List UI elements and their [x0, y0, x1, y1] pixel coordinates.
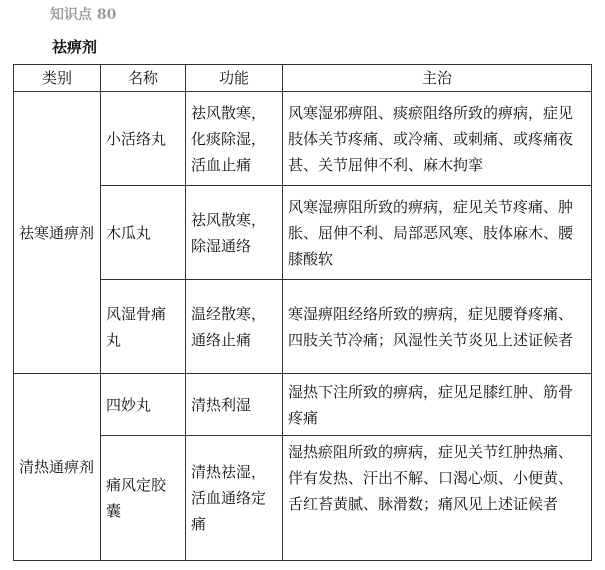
table-row: [14, 186, 592, 280]
function-cell: 清热利湿: [186, 374, 283, 436]
header-indication: 主治: [283, 65, 592, 92]
section-title: 祛痹剂: [52, 38, 98, 56]
header-name: 名称: [101, 65, 186, 92]
category-cell: 祛寒通痹剂: [14, 92, 101, 374]
function-cell: 祛风散寒，化痰除湿，活血止痛: [186, 92, 283, 186]
indication-cell: 湿热瘀阻所致的痹病，症见关节红肿热痛、伴有发热、汗出不解、口渴心烦、小便黄、舌红苔黄腻、脉滑数；痛风见上述证候者: [283, 436, 592, 561]
indication-cell: 湿热下注所致的痹病，症见足膝红肿、筋骨疼痛: [283, 374, 592, 436]
table-row: [14, 280, 592, 374]
name-cell: 木瓜丸: [101, 186, 186, 280]
header-category: 类别: [14, 65, 101, 92]
function-cell: 祛风散寒，除湿通络: [186, 186, 283, 280]
indication-cell: 风寒湿痹阻所致的痹病，症见关节疼痛、肿胀、屈伸不利、局部恶风寒、肢体麻木、腰膝酸软: [283, 186, 592, 280]
name-cell: 四妙丸: [101, 374, 186, 436]
function-cell: 温经散寒，通络止痛: [186, 280, 283, 374]
name-cell: 小活络丸: [101, 92, 186, 186]
name-cell: 风湿骨痛丸: [101, 280, 186, 374]
prescription-table: [13, 64, 592, 561]
header-function: 功能: [186, 65, 283, 92]
table-row: [14, 374, 592, 436]
category-cell: 清热通痹剂: [14, 374, 101, 561]
table-row: [14, 436, 592, 561]
knowledge-point-label: 知识点 80: [50, 7, 117, 23]
table-header-row: [14, 65, 592, 92]
indication-cell: 风寒湿邪痹阻、痰瘀阻络所致的痹病，症见肢体关节疼痛、或冷痛、或刺痛、或疼痛夜甚、关节屈伸不利、麻木拘挛: [283, 92, 592, 186]
function-cell: 清热祛湿，活血通络定痛: [186, 436, 283, 561]
name-cell: 痛风定胶囊: [101, 436, 186, 561]
table-row: [14, 92, 592, 186]
indication-cell: 寒湿痹阻经络所致的痹病，症见腰脊疼痛、四肢关节冷痛；风湿性关节炎见上述证候者: [283, 280, 592, 374]
